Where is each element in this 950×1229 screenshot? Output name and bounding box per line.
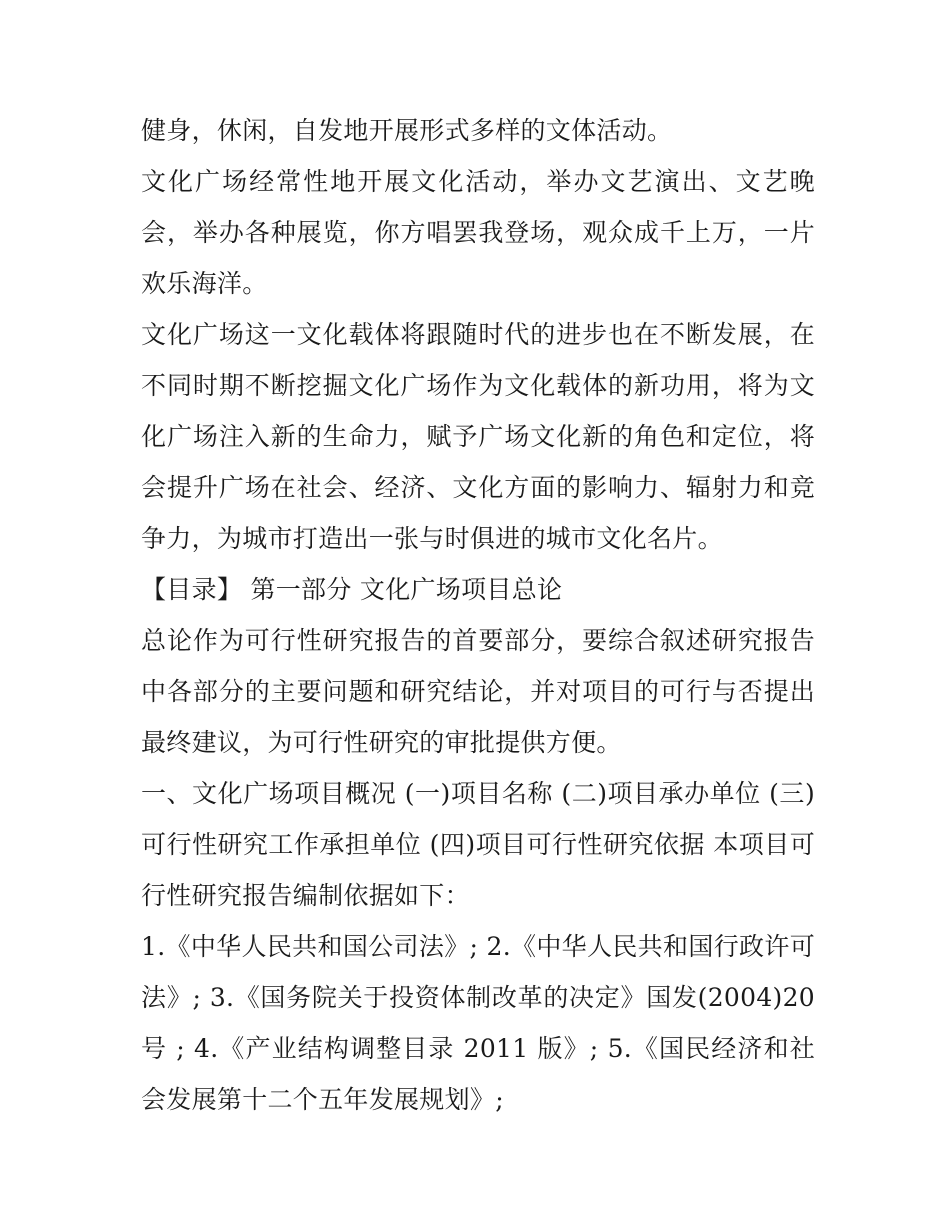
paragraph-intro-fitness: 健身，休闲，自发地开展形式多样的文体活动。: [141, 116, 673, 145]
document-body: [141, 105, 815, 1125]
paragraph-cultural-activities: 文化广场经常性地开展文化活动，举办文艺演出、文艺晚会，举办各种展览，你方唱罢我登场，观众成千上万，一片欢乐海洋。: [141, 167, 815, 298]
paragraph-cultural-development: 文化广场这一文化载体将跟随时代的进步也在不断发展，在不同时期不断挖掘文化广场作为文化载体的新功用，将为文化广场注入新的生命力，赋予广场文化新的角色和定位，将会提升广场在社会、经济、文化方面的影响力、辐射力和竞争力，为城市打造出一张与时俱进的城市文化名片。: [141, 320, 815, 553]
paragraph-project-overview: 一、文化广场项目概况 (一)项目名称 (二)项目承办单位 (三)可行性研究工作承担单位 (四)项目可行性研究依据 本项目可行性研究报告编制依据如下：: [141, 779, 815, 910]
paragraph-legal-basis: 1.《中华人民共和国公司法》; 2.《中华人民共和国行政许可法》; 3.《国务院关于投资体制改革的决定》国发(2004)20 号 ; 4.《产业结构调整目录 2011 版》; 5.《国民经济和社会发展第十二个五年发展规划》;: [141, 932, 815, 1114]
section-heading-toc: 【目录】 第一部分 文化广场项目总论: [141, 575, 563, 604]
paragraph-overview-purpose: 总论作为可行性研究报告的首要部分，要综合叙述研究报告中各部分的主要问题和研究结论，并对项目的可行与否提出最终建议，为可行性研究的审批提供方便。: [141, 626, 815, 757]
